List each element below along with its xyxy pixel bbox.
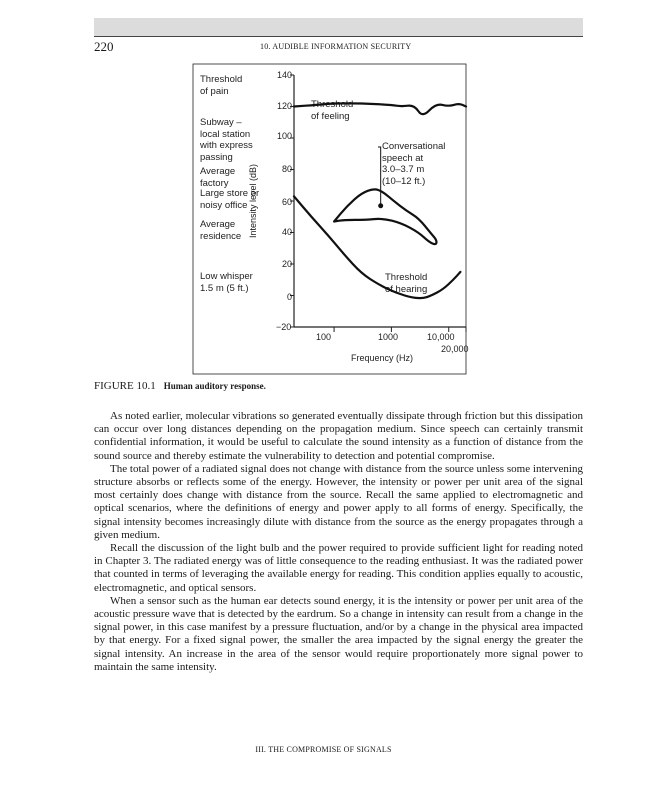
y-tick-label: 0 [287, 292, 293, 302]
running-head: 10. AUDIBLE INFORMATION SECURITY [260, 42, 412, 51]
annotation-leader-line [378, 147, 381, 206]
y-tick-label: 100 [277, 131, 293, 141]
running-footer: III. THE COMPROMISE OF SIGNALS [255, 745, 392, 754]
y-axis-label: Intensity level (dB) [248, 163, 259, 239]
y-tick-label: 20 [282, 259, 293, 269]
y-tick-label: −20 [276, 322, 292, 332]
x-tick-label: 100 [316, 332, 332, 342]
label-average-factory: Average factory [200, 166, 236, 189]
label-large-store: Large store or noisy office [200, 188, 260, 211]
label-threshold-of-pain: Threshold of pain [200, 74, 243, 97]
y-tick-label: 140 [277, 70, 293, 80]
y-tick-label: 40 [282, 227, 293, 237]
label-subway: Subway – local station with express passing [200, 117, 253, 163]
label-average-residence: Average residence [200, 219, 242, 242]
paragraph: Recall the discussion of the light bulb and the power required to provide sufficient light for reading noted in Chapter 3. The radiated energy was of little consequence to the reading enthusiast. It was the radiated power that counted in terms of leveraging the available energy for reading. This condition applies equally to acoustic, electromagnetic, and optical sensors. [94, 542, 583, 594]
caption-label: FIGURE 10.1 [94, 380, 156, 392]
annotation-conversational-speech: Conversational speech at 3.0–3.7 m (10–12 ft.) [382, 141, 446, 187]
paragraph: The total power of a radiated signal does not change with distance from the source unless some intervening structure absorbs or reflects some of the energy. However, the intensity or power per unit area of the signal most certainly does change with distance from the source. Recall the same applied to electromagnetic and optical scenarios, where the definitions of energy and power apply to all forms of energy. Specifically, the signal intensity becomes increasingly dilute with distance from the source as the energy propagates through a given medium. [94, 462, 583, 541]
label-low-whisper: Low whisper 1.5 m (5 ft.) [200, 271, 253, 294]
series-threshold-of-hearing-line [294, 196, 460, 298]
paragraph: As noted earlier, molecular vibrations so generated eventually dissipate through friction but this dissipation can occur over long distances depending on the propagation medium. Since speech can certainly transmit confidential information, it would be useful to calculate the sound intensity as a function of distance from the sound source and thereby estimate the vulnerability to detection and potential compromise. [94, 410, 583, 462]
figure-caption [94, 380, 266, 392]
caption-text: Human auditory response. [163, 381, 266, 391]
x-axis-label: Frequency (Hz) [351, 353, 414, 363]
paragraph: When a sensor such as the human ear detects sound energy, it is the intensity or power per unit area of the acoustic pressure wave that is detected by the eardrum. So a change in intensity can result from a change in the signal power, in this case manifest by a pressure fluctuation, and/or by a change in the physical area impacted by that energy. For a fixed signal power, the smaller the area impacted by the signal energy the greater the signal intensity. An increase in the area of the sensor would require proportionately more signal power to maintain the same intensity. [94, 594, 583, 673]
x-tick-label: 10,000 [427, 332, 455, 342]
y-tick-label: 120 [277, 101, 293, 111]
x-tick-label: 20,000 [441, 344, 469, 354]
series-conversational-speech-line [334, 189, 436, 244]
body-text [94, 410, 583, 674]
annotation-threshold-of-feeling: Threshold of feeling [311, 99, 354, 122]
page-number: 220 [94, 39, 114, 54]
y-tick-label: 80 [282, 164, 293, 174]
x-tick-label: 1000 [378, 332, 399, 342]
annotation-threshold-of-hearing: Threshold of hearing [385, 272, 428, 295]
y-tick-label: 60 [282, 197, 293, 207]
series-threshold-of-feeling-line [294, 103, 466, 114]
